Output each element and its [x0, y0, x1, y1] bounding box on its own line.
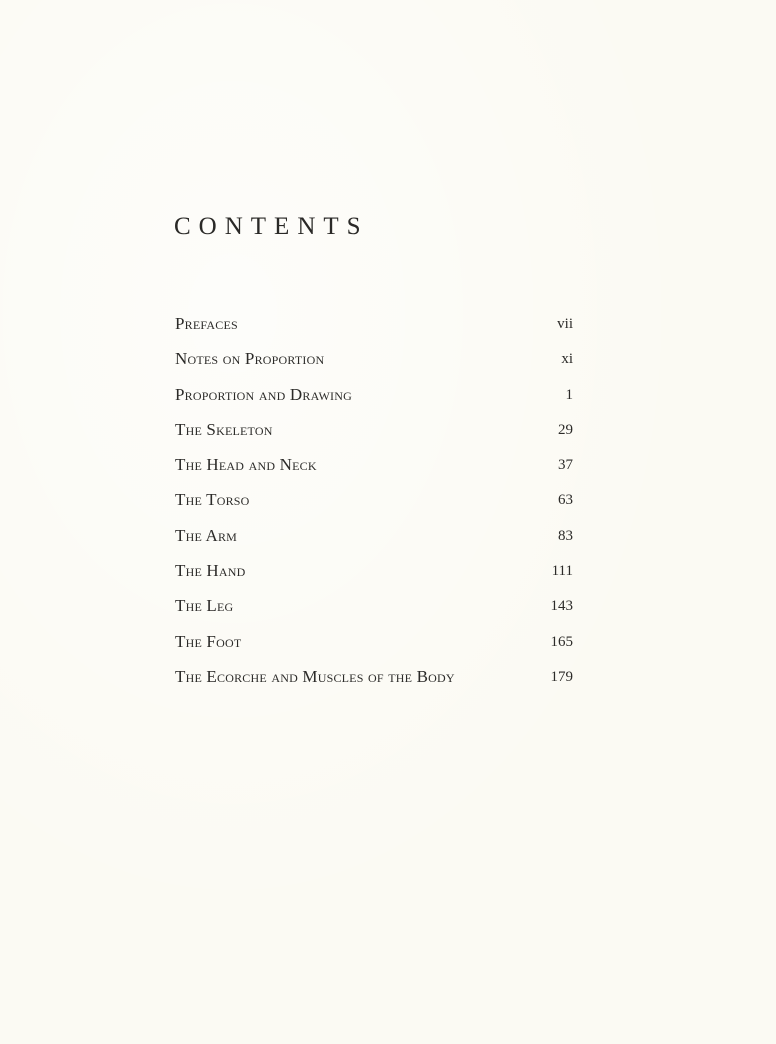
toc-entry-page-number: xi [561, 351, 573, 368]
toc-entry-title: The Skeleton [175, 419, 273, 439]
toc-entry-title: Prefaces [175, 314, 238, 333]
toc-entry-page-number: 111 [551, 563, 573, 580]
toc-entry-page-number: 1 [565, 386, 573, 403]
toc-entry-title: The Head and Neck [175, 455, 317, 475]
toc-entry-the-ecorche-and-muscles [175, 664, 573, 699]
toc-entry-title: The Torso [175, 490, 250, 510]
contents-heading: CONTENTS [174, 213, 369, 240]
toc-entry-the-arm [175, 523, 573, 558]
toc-entry-the-hand [175, 558, 573, 593]
toc-entry-title: The Arm [175, 525, 238, 545]
toc-entry-title: The Hand [175, 561, 246, 581]
toc-entry-title: The Leg [175, 596, 234, 616]
toc-entry-title: The Ecorche and Muscles of the Body [175, 666, 455, 686]
toc-entry-page-number: 37 [558, 457, 573, 474]
table-of-contents [175, 311, 573, 699]
toc-entry-page-number: 63 [558, 492, 573, 509]
toc-entry-the-head-and-neck [175, 452, 573, 487]
toc-entry-page-number: 165 [550, 633, 573, 650]
toc-entry-the-leg [175, 593, 573, 628]
toc-entry-page-number: vii [557, 316, 573, 332]
toc-entry-page-number: 143 [550, 598, 573, 615]
toc-entry-the-foot [175, 629, 573, 664]
toc-entry-page-number: 179 [550, 668, 573, 685]
toc-entry-title: The Foot [175, 631, 242, 651]
toc-entry-page-number: 29 [558, 421, 573, 438]
toc-entry-prefaces [175, 311, 573, 346]
toc-entry-the-torso [175, 487, 573, 522]
toc-entry-page-number: 83 [558, 527, 573, 544]
toc-entry-title: Proportion and Drawing [175, 384, 352, 404]
toc-entry-proportion-and-drawing [175, 382, 573, 417]
toc-entry-notes-on-proportion [175, 346, 573, 381]
toc-entry-title: Notes on Proportion [175, 349, 325, 369]
toc-entry-the-skeleton [175, 417, 573, 452]
